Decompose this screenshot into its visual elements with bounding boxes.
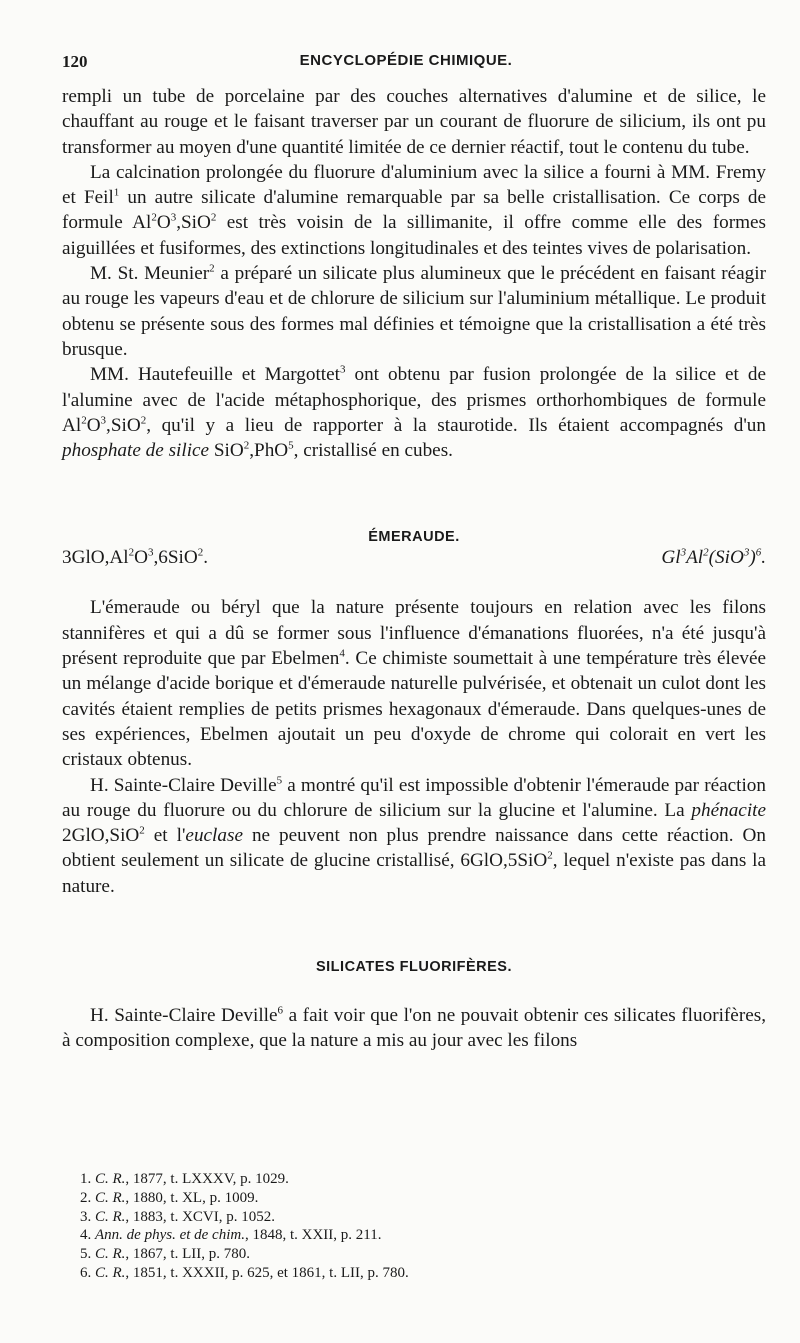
emeraude-formulas: [62, 545, 766, 573]
footnotes: [80, 1170, 740, 1283]
footnote-ref: 5: [276, 774, 283, 787]
footnote-ref: 6: [277, 1004, 284, 1017]
paragraph-4: MM. Hautefeuille et Margottet$^3$ ont obtenu par fusion prolongée de la silice et de l'alumine avec de l'acide métaphosphorique, des prismes orthorhombiques de formule $Al^2O^3,SiO^2$, qu'il y a lieu de rapporter à la staurotide. Ils étaient accompagnés d'un phosphate de silice SiO$^2$,PhO$^5$, cristallisé en cubes.: [62, 363, 766, 462]
footnote-3: 3. C. R., 1883, t. XCVI, p. 1052.: [80, 1208, 276, 1225]
paragraph-7: H. Sainte-Claire Deville$^6$ a fait voir que l'on ne pouvait obtenir ces silicates fluorifères, à composition complexe, que la nature a mis au jour avec les filons: [62, 1004, 766, 1052]
footnote-6: 6. C. R., 1851, t. XXXII, p. 625, et 1861, t. LII, p. 780.: [80, 1264, 409, 1281]
footnote-1: 1. C. R., 1877, t. LXXXV, p. 1029.: [80, 1171, 289, 1187]
paragraph-6: H. Sainte-Claire Deville$^5$ a montré qu'il est impossible d'obtenir l'émeraude par réaction au rouge du fluorure ou du chlorure de silicium sur la glucine et l'alumine. La phénacite 2GlO,SiO$^2$ et l'euclase ne peuvent non plus prendre naissance dans cette réaction. On obtient seulement un silicate de glucine cristallisé, 6GlO,5SiO$^2$, lequel n'existe pas dans la nature.: [62, 774, 766, 897]
page-body: [62, 84, 766, 1054]
section-title-silicates-fluoriferes: SILICATES FLUORIFÈRES.: [315, 959, 513, 976]
paragraph-1: rempli un tube de porcelaine par des couches alternatives d'alumine et de silice, le chauffant au rouge et le faisant traverser par un courant de fluorure de silicium, ils ont pu transformer au moyen d'une quantité limitée de ce dernier réactif, tout le contenu du tube.: [62, 86, 766, 158]
footnote-4: 4. Ann. de phys. et de chim., 1848, t. XXII, p. 211.: [80, 1227, 382, 1244]
footnote-ref: 2: [209, 262, 215, 275]
page-header: [62, 52, 750, 78]
paragraph-3: M. St. Meunier$^2$ a préparé un silicate plus alumineux que le précédent en faisant réagir au rouge les vapeurs d'eau et de chlorure de silicium sur l'aluminium métallique. Le produit obtenu se présente sous des formes mal définies et témoigne que la cristallisation a été très brusque.: [62, 262, 766, 360]
running-title: ENCYCLOPÉDIE CHIMIQUE.: [299, 52, 513, 69]
paragraph-2: La calcination prolongée du fluorure d'aluminium avec la silice a fourni à MM. Fremy et Feil$^1$ un autre silicate d'alumine remarquable par sa belle cristallisation. Ce corps de formule $Al^2O^3,SiO^2$ est très voisin de la sillimanite, il offre comme elle des formes aiguillées et fusiformes, des extinctions longitudinales et des teintes vives de polarisation.: [62, 161, 767, 259]
footnote-2: 2. C. R., 1880, t. XL, p. 1009.: [80, 1189, 259, 1206]
formula-oxide: $3GlO,Al^2O^3,6SiO^2$.: [62, 547, 209, 569]
footnote-5: 5. C. R., 1867, t. LII, p. 780.: [80, 1246, 250, 1263]
footnote-ref: 3: [339, 363, 346, 376]
formula-atomic: $Gl^3Al^2(SiO^3)^6$.: [661, 547, 766, 569]
section-title-emeraude: ÉMERAUDE.: [368, 529, 460, 546]
paragraph-5: L'émeraude ou béryl que la nature présente toujours en relation avec les filons stannifères et qui a dû se former sous l'influence d'émanations fluorées, n'a été jusqu'à présent reproduite que par Ebelmen$^4$. Ce chimiste soumettait à une température très élevée un mélange d'acide borique et d'émeraude naturelle pulvérisée, et obtenait un culot dont les cavités étaient remplies de petits prismes hexagonaux d'émeraude. Dans quelques-unes de ses expériences, Ebelmen ajoutait un peu d'oxyde de chrome qui colorait en vert les cristaux obtenus.: [62, 597, 766, 771]
footnote-ref: 1: [113, 186, 120, 199]
page-number: 120: [62, 52, 88, 71]
footnote-ref: 4: [339, 647, 345, 660]
